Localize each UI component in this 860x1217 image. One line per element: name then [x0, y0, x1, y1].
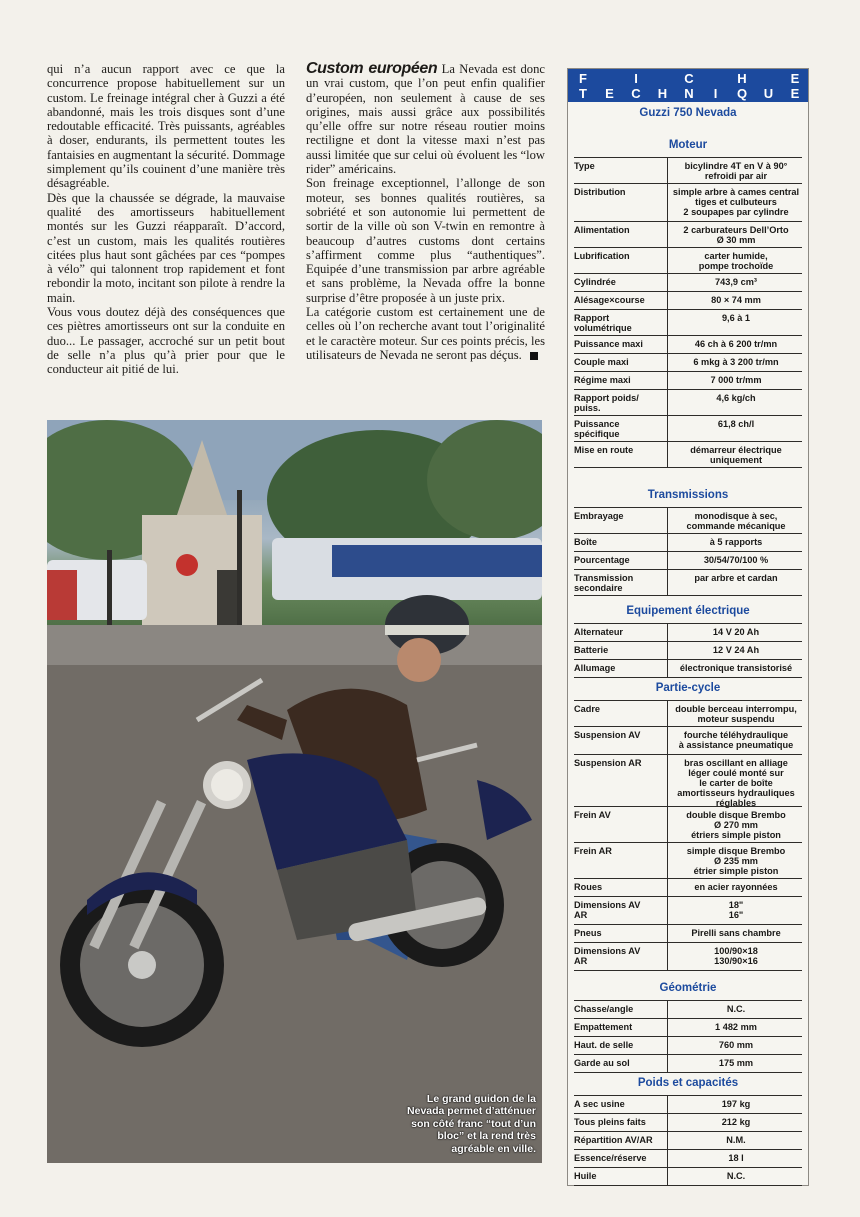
spec-row	[574, 924, 802, 942]
column-divider	[667, 1037, 668, 1054]
spec-row	[574, 291, 802, 309]
column-divider	[667, 1055, 668, 1072]
spec-label: Dimensions AV AR	[574, 900, 641, 920]
column-divider	[667, 1096, 668, 1113]
spec-label: Boîte	[574, 537, 597, 547]
spec-row	[574, 335, 802, 353]
spec-value: 100/90×18 130/90×16	[714, 946, 758, 966]
column-divider	[667, 292, 668, 309]
spec-label: Frein AR	[574, 846, 612, 856]
spec-label: Régime maxi	[574, 375, 631, 385]
section-title: Poids et capacités	[637, 1077, 739, 1089]
column-divider	[667, 158, 668, 183]
spec-value: électronique transistorisé	[679, 663, 793, 673]
spec-row	[574, 441, 802, 467]
spec-row	[574, 878, 802, 896]
spec-value: N.M.	[726, 1135, 746, 1145]
spec-value: fourche téléhydraulique à assistance pneumatique	[678, 730, 794, 750]
spec-value: 197 kg	[721, 1099, 751, 1109]
column-divider	[667, 1019, 668, 1036]
spec-label: Rapport volumétrique	[574, 313, 632, 333]
spec-value: par arbre et cardan	[694, 573, 778, 583]
spec-value: 46 ch à 6 200 tr/mn	[694, 339, 778, 349]
table-bottom-rule	[574, 595, 802, 596]
spec-label: Alimentation	[574, 225, 630, 235]
column-divider	[667, 1150, 668, 1167]
spec-row	[574, 1095, 802, 1113]
table-bottom-rule	[574, 1072, 802, 1073]
spec-row	[574, 659, 802, 677]
table-bottom-rule	[574, 677, 802, 678]
sheet-title-letter: I	[634, 71, 638, 86]
technical-sheet	[567, 68, 809, 1186]
column-divider	[667, 354, 668, 371]
paragraph-text: La catégorie custom est certainement une de celles où l’on recherche avant tout l’originalité et le caractère moteur. Sur ces points précis, les utilisateurs de Nevada ne seront pas déçus.	[306, 305, 545, 362]
spec-row	[574, 1113, 802, 1131]
column-divider	[667, 879, 668, 896]
spec-value: 61,8 ch/l	[717, 419, 755, 429]
spec-label: Frein AV	[574, 810, 611, 820]
table-bottom-rule	[574, 1185, 802, 1186]
sheet-title-letter: U	[763, 86, 774, 101]
article-column-2	[306, 62, 545, 362]
spec-row	[574, 353, 802, 371]
spec-label: Puissance maxi	[574, 339, 643, 349]
spec-value: 175 mm	[718, 1058, 754, 1068]
spec-value: double disque Brembo Ø 270 mm étriers simple piston	[686, 810, 786, 840]
paragraph	[306, 62, 545, 176]
spec-label: Type	[574, 161, 595, 171]
sheet-header	[568, 69, 808, 102]
column-divider	[667, 372, 668, 389]
spec-row	[574, 309, 802, 335]
spec-value: N.C.	[726, 1004, 746, 1014]
paragraph: qui n’a aucun rapport avec ce que la concurrence propose habituellement sur un custom. Le freinage intégral cher à Guzzi a été abandonné, mais les trois disques sont d’une redoutable efficacité. Très puissants, agréables à doser, endurants, ils permettent toutes les fantaisies en augmentant la sécurité. Dommage simplement qu’ils couinent d’une manière très désagréable.	[47, 62, 285, 191]
spec-row	[574, 754, 802, 806]
section-title: Moteur	[668, 139, 708, 151]
column-divider	[667, 925, 668, 942]
column-divider	[667, 310, 668, 335]
spec-row	[574, 371, 802, 389]
spec-label: Empattement	[574, 1022, 633, 1032]
spec-value: 1 482 mm	[715, 1022, 757, 1032]
spec-row	[574, 1054, 802, 1072]
spec-value: à 5 rapports	[709, 537, 763, 547]
spec-label: Suspension AV	[574, 730, 641, 740]
spec-label: Cadre	[574, 704, 601, 714]
spec-value: 30/54/70/100 %	[703, 555, 769, 565]
section-title: Partie-cycle	[655, 682, 721, 694]
spec-row	[574, 623, 802, 641]
column-divider	[667, 701, 668, 726]
spec-label: Haut. de selle	[574, 1040, 634, 1050]
spec-row	[574, 1036, 802, 1054]
spec-label: Roues	[574, 882, 603, 892]
spec-row	[574, 247, 802, 273]
column-divider	[667, 552, 668, 569]
column-divider	[667, 624, 668, 641]
spec-value: 12 V 24 Ah	[712, 645, 760, 655]
spec-label: Essence/réserve	[574, 1153, 647, 1163]
spec-value: 18" 16"	[728, 900, 744, 920]
spec-row	[574, 842, 802, 878]
spec-label: Distribution	[574, 187, 626, 197]
sheet-title-letter: N	[684, 86, 694, 101]
column-divider	[667, 807, 668, 842]
spec-row	[574, 221, 802, 247]
spec-row	[574, 415, 802, 441]
spec-label: Batterie	[574, 645, 609, 655]
spec-row	[574, 569, 802, 595]
sheet-title-letter: C	[684, 71, 694, 86]
spec-value: 743,9 cm³	[715, 277, 757, 287]
column-divider	[667, 248, 668, 273]
table-bottom-rule	[574, 467, 802, 468]
section-title: Géométrie	[659, 982, 717, 994]
section-title: Transmissions	[647, 489, 729, 501]
spec-label: Répartition AV/AR	[574, 1135, 653, 1145]
column-divider	[667, 184, 668, 221]
spec-value: 6 mkg à 3 200 tr/mn	[693, 357, 779, 367]
motorcycle-photo	[47, 420, 542, 1163]
spec-label: Huile	[574, 1171, 597, 1181]
spec-row	[574, 896, 802, 924]
spec-row	[574, 942, 802, 970]
spec-label: Transmission secondaire	[574, 573, 634, 593]
spec-row	[574, 157, 802, 183]
spec-value: bras oscillant en alliage léger coulé monté sur le carter de boîte amortisseurs hydrauliques réglables	[677, 758, 795, 808]
column-divider	[667, 943, 668, 970]
column-divider	[667, 222, 668, 247]
spec-value: démarreur électrique uniquement	[690, 445, 782, 465]
spec-label: Allumage	[574, 663, 616, 673]
spec-value: 80 × 74 mm	[711, 295, 761, 305]
sheet-title-letter: E	[790, 86, 800, 101]
section-title: Equipement électrique	[626, 605, 750, 617]
column-divider	[667, 1168, 668, 1185]
sheet-title-letter: Q	[737, 86, 748, 101]
spec-value: 212 kg	[721, 1117, 751, 1127]
spec-label: Chasse/angle	[574, 1004, 634, 1014]
spec-value: carter humide, pompe trochoïde	[698, 251, 774, 271]
column-divider	[667, 1001, 668, 1018]
spec-value: 2 carburateurs Dell’Orto Ø 30 mm	[683, 225, 789, 245]
column-divider	[667, 642, 668, 659]
spec-row	[574, 1000, 802, 1018]
spec-row	[574, 551, 802, 569]
column-divider	[667, 1114, 668, 1131]
column-divider	[667, 508, 668, 533]
column-divider	[667, 843, 668, 878]
paragraph	[306, 305, 545, 362]
sheet-title-line-2	[578, 86, 800, 101]
spec-label: Alésage×course	[574, 295, 645, 305]
spec-label: Pneus	[574, 928, 602, 938]
photo-caption: Le grand guidon de la Nevada permet d’atténuer son côté franc “tout d’un bloc” et la rend très agréable en ville.	[407, 1092, 536, 1155]
spec-label: Suspension AR	[574, 758, 642, 768]
spec-label: Lubrification	[574, 251, 630, 261]
column-divider	[667, 442, 668, 467]
sheet-title-letter: T	[579, 86, 587, 101]
spec-value: N.C.	[726, 1171, 746, 1181]
spec-row	[574, 183, 802, 221]
column-divider	[667, 534, 668, 551]
spec-row	[574, 1149, 802, 1167]
end-mark-icon	[530, 352, 538, 360]
spec-label: Garde au sol	[574, 1058, 630, 1068]
spec-value: simple disque Brembo Ø 235 mm étrier simple piston	[686, 846, 786, 876]
column-divider	[667, 660, 668, 677]
spec-row	[574, 507, 802, 533]
spec-value: 7 000 tr/mm	[710, 375, 762, 385]
spec-value: 760 mm	[718, 1040, 754, 1050]
sheet-title-letter: C	[631, 86, 641, 101]
column-divider	[667, 274, 668, 291]
spec-label: Dimensions AV AR	[574, 946, 641, 966]
spec-label: Puissance spécifique	[574, 419, 620, 439]
spec-row	[574, 726, 802, 754]
spec-value: simple arbre à cames central tiges et culbuteurs 2 soupapes par cylindre	[672, 187, 800, 217]
column-divider	[667, 416, 668, 441]
sheet-title-letter: H	[737, 71, 747, 86]
spec-row	[574, 389, 802, 415]
column-divider	[667, 1132, 668, 1149]
spec-row	[574, 1167, 802, 1185]
table-bottom-rule	[574, 970, 802, 971]
spec-row	[574, 533, 802, 551]
section-subhead: Custom européen	[306, 60, 438, 77]
column-divider	[667, 727, 668, 754]
column-divider	[667, 897, 668, 924]
model-name: Guzzi 750 Nevada	[639, 107, 737, 119]
spec-label: Alternateur	[574, 627, 624, 637]
column-divider	[667, 390, 668, 415]
column-divider	[667, 755, 668, 806]
column-divider	[667, 336, 668, 353]
spec-value: 4,6 kg/ch	[716, 393, 756, 403]
column-divider	[667, 570, 668, 595]
sheet-title-letter: E	[605, 86, 614, 101]
spec-value: double berceau interrompu, moteur suspendu	[675, 704, 797, 724]
spec-label: Cylindrée	[574, 277, 616, 287]
spec-label: Embrayage	[574, 511, 624, 521]
spec-row	[574, 1018, 802, 1036]
spec-row	[574, 641, 802, 659]
spec-label: Pourcentage	[574, 555, 630, 565]
spec-label: Mise en route	[574, 445, 634, 455]
sheet-title-letter: I	[713, 86, 718, 101]
sheet-title-letter: H	[657, 86, 668, 101]
spec-value: 14 V 20 Ah	[712, 627, 760, 637]
spec-value: en acier rayonnées	[694, 882, 778, 892]
sheet-title-letter: E	[790, 71, 800, 86]
spec-value: 18 l	[728, 1153, 744, 1163]
paragraph-text: La Nevada est donc un vrai custom, que l’on peut enfin qualifier d’européen, non seulement à cause de ses origines, mais aussi grâce aux possibilités qu’elle offre sur notre réseau routier moins rectiligne et dont la vitesse maxi n’est pas aussi limitée que sur celui où évoluent les “low rider” américains.	[306, 62, 545, 177]
paragraph: Dès que la chaussée se dégrade, la mauvaise qualité des amortisseurs habituellement montés sur les Guzzi réapparaît. D’accord, c’est un custom, mais les qualités routières citées plus haut sont gâchées par ces “pompes à vélo” qui talonnent trop rapidement et font rebondir la moto, incitant son pilote à rendre la main.	[47, 190, 285, 305]
spec-label: Rapport poids/ puiss.	[574, 393, 639, 413]
photo-illustration	[47, 420, 542, 1163]
paragraph: Son freinage exceptionnel, l’allonge de son moteur, ses bonnes qualités routières, sa sobriété et son autonomie lui permettent de sortir de la ville où son V-twin en remontre à beaucoup d’autres customs dont certains s’affirment comme plus “authentiques”. Equipée d’une transmission par arbre agréable et sans problème, la Nevada offre la bonne surprise d’être proposée à un juste prix.	[306, 176, 545, 305]
spec-value: bicylindre 4T en V à 90° refroidi par air	[684, 161, 788, 181]
spec-row	[574, 273, 802, 291]
spec-label: Couple maxi	[574, 357, 629, 367]
sheet-title-letter: F	[579, 71, 587, 86]
spec-row	[574, 1131, 802, 1149]
spec-value: Pirelli sans chambre	[691, 928, 781, 938]
spec-value: monodisque à sec, commande mécanique	[686, 511, 786, 531]
sheet-title-line-1	[578, 71, 800, 86]
spec-label: A sec usine	[574, 1099, 625, 1109]
spec-value: 9,6 à 1	[721, 313, 751, 323]
spec-label: Tous pleins faits	[574, 1117, 646, 1127]
spec-row	[574, 806, 802, 842]
spec-row	[574, 700, 802, 726]
article-column-1	[47, 62, 285, 377]
paragraph: Vous vous doutez déjà des conséquences que ces piètres amortisseurs ont sur la conduite en duo... Le passager, accroché sur un petit bout de selle n’a plus qu’à prier pour que le conducteur ait pitié de lui.	[47, 305, 285, 377]
